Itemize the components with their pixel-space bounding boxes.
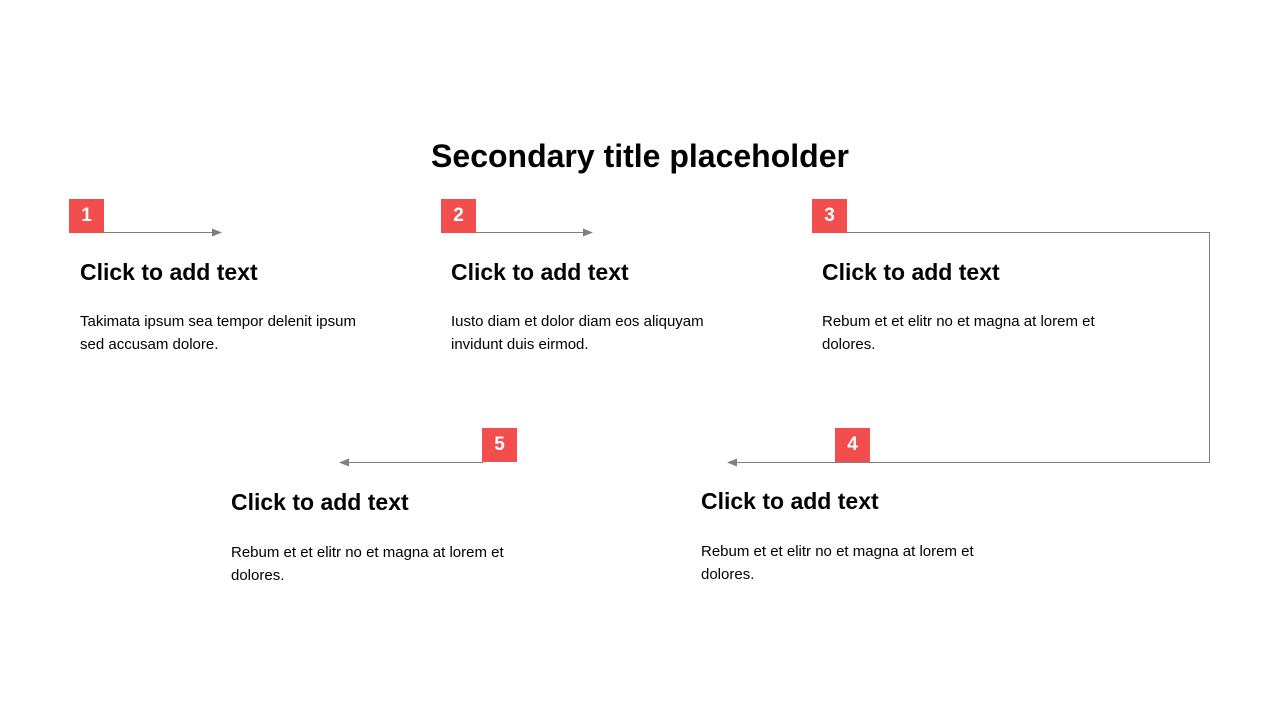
step-1-body[interactable]: Takimata ipsum sea tempor delenit ipsum sed accusam dolore. xyxy=(80,313,356,353)
step-2-badge: 2 xyxy=(441,199,476,233)
step-2-body[interactable]: Iusto diam et dolor diam eos aliquyam invidunt duis eirmod. xyxy=(451,313,704,353)
step-4-body[interactable]: Rebum et et elitr no et magna at lorem et dolores. xyxy=(701,543,974,583)
step-5-heading[interactable]: Click to add text xyxy=(231,489,409,515)
step-5-badge: 5 xyxy=(482,428,517,462)
step-2-heading[interactable]: Click to add text xyxy=(451,259,629,285)
step-3-body[interactable]: Rebum et et elitr no et magna at lorem et dolores. xyxy=(822,313,1095,353)
step-3-heading[interactable]: Click to add text xyxy=(822,259,1000,285)
step-3-badge: 3 xyxy=(812,199,847,233)
slide-title[interactable]: Secondary title placeholder xyxy=(431,138,849,174)
step-1-heading[interactable]: Click to add text xyxy=(80,259,258,285)
step-4-badge: 4 xyxy=(835,428,870,462)
step-5-body[interactable]: Rebum et et elitr no et magna at lorem et dolores. xyxy=(231,544,504,584)
step-1-badge: 1 xyxy=(69,199,104,233)
step-4-heading[interactable]: Click to add text xyxy=(701,488,879,514)
